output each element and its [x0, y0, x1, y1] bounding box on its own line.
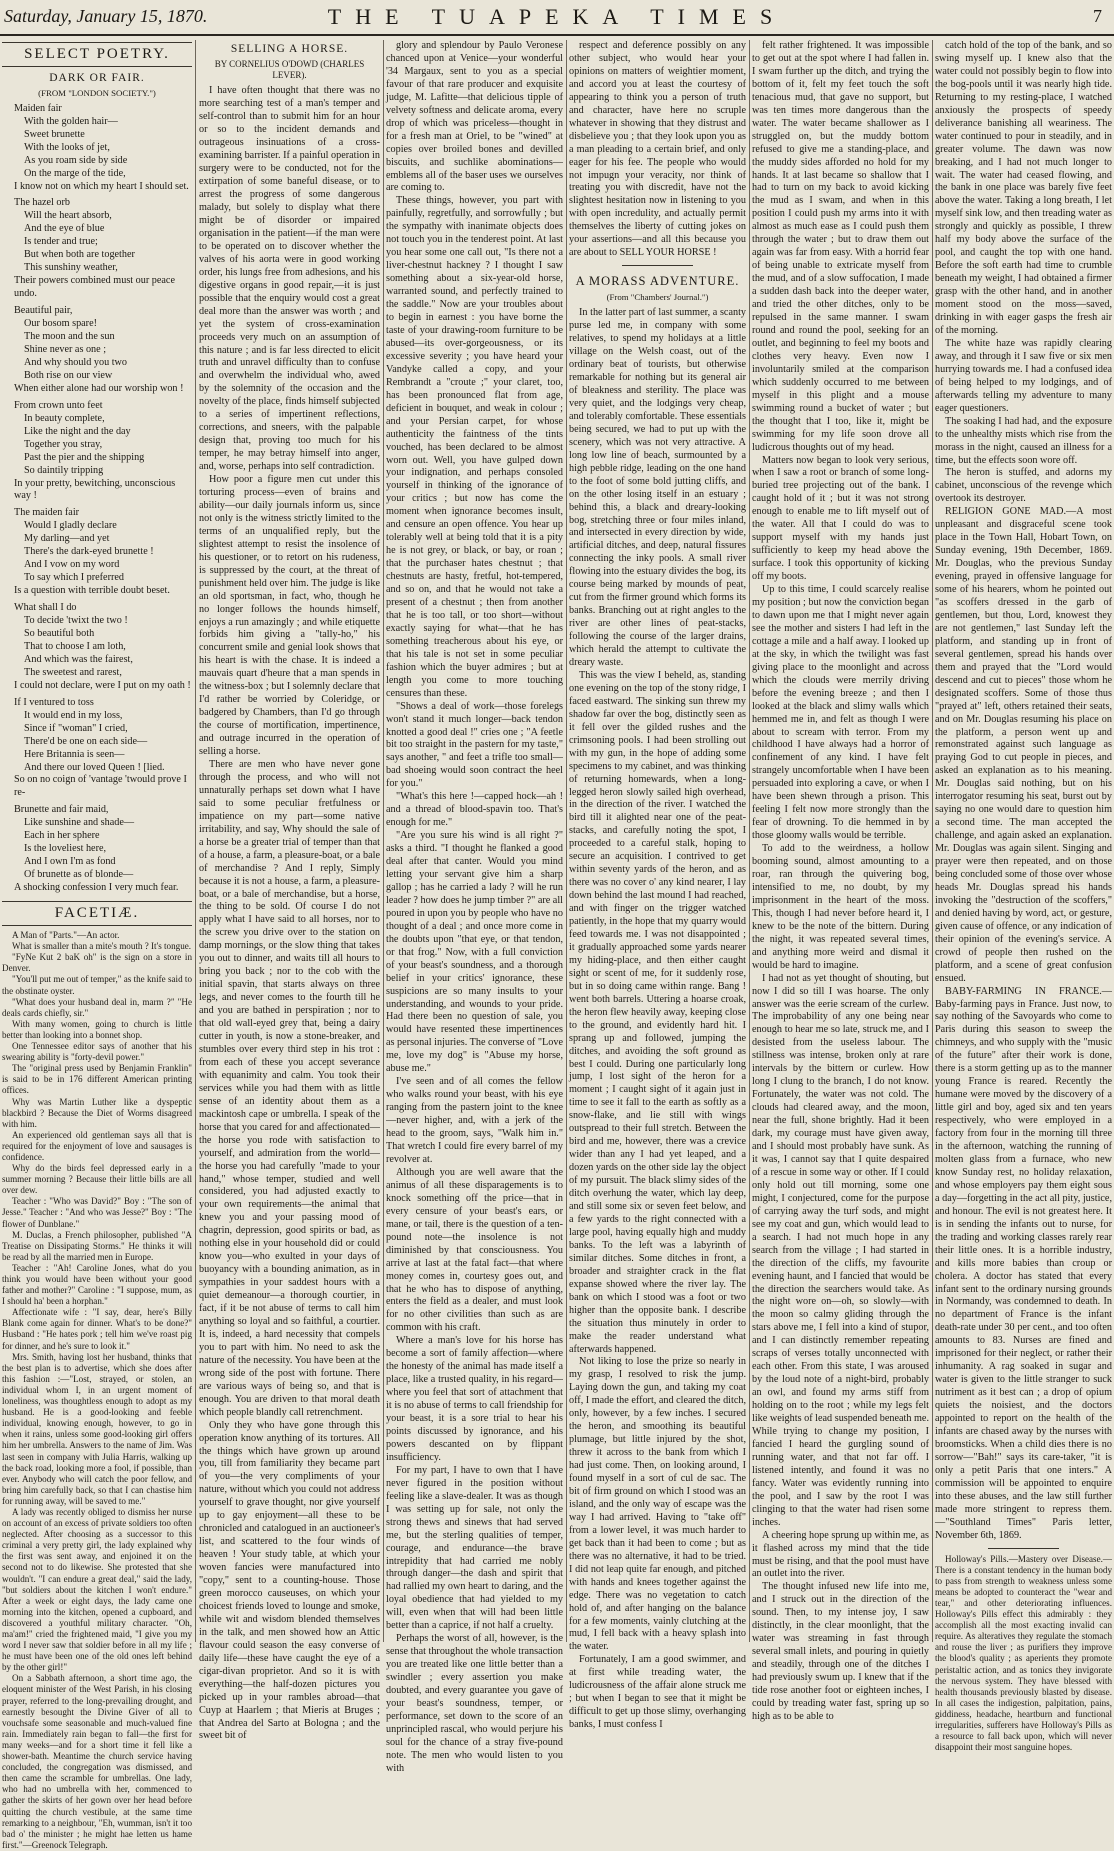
- facetiae-body: [2, 930, 192, 1851]
- news-item: BABY-FARMING IN FRANCE.—Baby-farming pays in France. Just now, to say nothing of the Savoyards who come to Paris during this season to sweep the chimneys, and who supply with the "music of the future" after their work is done, there is a storm getting up as to the manner young France is reared. Recently the humane were moved by the discovery of a little girl and boy, aged six and ten years respectively, who were employed in a factory from four in the morning till three in the afternoon, watching the running of molten glass from a furnace, who new know Sunday rest, no holiday relaxation, and whose employers pay them eight sous a day—forgetting in the act all pity, justice, and honour. The evil is not greatest here. It is in sending the infants out to nurse, for the trading and working classes rarely rear their little ones. It is a horrible industry, and kills more babies than croup or cholera. A doctor has stated that every infant sent to the ordinary nursing grounds in Normandy, was condemned to death. In no department of France is the infant death-rate under 30 per cent., and too often amounts to 83. Nurses are fined and imprisoned for their neglect, or rather their inhumanity. A rag soaked in sugar and water is given to the little stranger to suck nutriment as it best can ; a drop of opium quiets the noisiest, and the doctors appointed to report on the health of the infants are chased away by the nurses with broomsticks. When a child dies there is no sorrow—"Bah!" says its care-taker, "it is only a petit Paris that one inters." A commission will be appointed to enquire into these abuses, and the law still further made more stringent to repress them.—"Southland Times" Paris letter, November 6th, 1869.: [935, 985, 1112, 1541]
- paragraph: I have often thought that there was no more searching test of a man's temper and self-control than to submit him for an hour or so to the incident demands and outrageous insinuations of a cross-examining barrister. If a painful operation in surgery were to be conducted, not for the extirpation of some baneful disease, or to arrest the progress of some dangerous malady, but solely to display what there might be of disorder or impaired organisation in the patient—if the man were to be operated on to discover whether the valves of his aorta were in good working order, his lungs free from adhesions, and his digestive organs in good repair,—it is just possible that the enquiry would cost a great deal more than the answer was worth ; and yet the system of cross-examination proceeds very much on an assumption of this nature ; and is far less directed to elicit truth and unravel difficulty than to confuse and overwhelm the individual who, awed by the solemnity of the occasion and the novelty of the place, finds himself subjected to a series of impertinent reflections, corrections, and sneers, with the palpable design that, proving too much for his temper, he may betray himself into anger, and, worse, perhaps into self contradiction.: [199, 85, 380, 473]
- poem-line: So daintily tripping: [24, 464, 104, 476]
- poem-line: With the golden hair—: [24, 115, 118, 127]
- poem-line: Together you stray,: [24, 438, 103, 450]
- poem-line: Is a question with terrible doubt beset.: [14, 585, 170, 597]
- paragraph: Matters now began to look very serious, when I saw a root or branch of some long-buried tree projecting out of the bank. I caught hold of it ; but it was not strong enough to enable me to lift myself out of the water. All that I could do was to support myself with my hands just sufficiently to keep my head above the surface. I took this opportunity of kicking off my boots.: [752, 454, 929, 583]
- poem-line: That to choose I am loth,: [24, 640, 126, 652]
- section-divider: [622, 265, 693, 266]
- poem-line: With the looks of jet,: [24, 141, 110, 153]
- paragraph: Where a man's love for his horse has become a sort of family affection—where the honesty of the animal has made itself a place, like a trusted quality, in his regard—where you feel that sort of attachment that it is no abuse of terms to call friendship for your beast, it is a sore trial to hear his points discussed by ignorance, and his powers descanted on by flippant insufficiency.: [386, 1335, 563, 1463]
- column-rule: [749, 40, 750, 1642]
- poem-line: A shocking confession I very much fear.: [14, 882, 179, 894]
- poem-line: When either alone had our worship won !: [14, 382, 184, 394]
- poem-line: I know not on which my heart I should set.: [14, 180, 189, 192]
- facetiae-item: "What does your husband deal in, marm ?" "He deals cards chiefly, sir.": [2, 996, 192, 1018]
- poem-line: This sunshiny weather,: [24, 262, 118, 274]
- masthead: [0, 0, 1114, 36]
- poem-line: As you roam side by side: [24, 154, 128, 166]
- section-heading-facetiae: FACETIÆ.: [2, 901, 192, 926]
- news-item: The heron is stuffed, and adorns my cabinet, unconscious of the revenge which overtook its destroyer.: [935, 467, 1112, 505]
- facetiae-item: Affectionate wife : "I say, dear, here's Billy Blank come again for dinner. What's to be done?" Husband : "He hates pork ; tell him we've roast pig for dinner, and he's sure to look it.": [2, 1307, 192, 1351]
- poem-line: And the eye of blue: [24, 223, 105, 235]
- paragraph: felt rather frightened. It was impossible to get out at the spot where I had fallen in. I swam further up the ditch, and trying the bottom of it, felt my feet touch the soft tenacious mud, that gave no support, but was ten times more dangerous than the water. The water became shallower as I struggled on, but the muddy bottom refused to give me a standing-place, and the muddy sides afforded no hold for my hands. It at last became so shallow that I had to turn on my back to avoid kicking the mud as I swam, and when in this position I could push my arms into it with almost as much ease as I could push them through the water ; but to draw them out again was far from easy. With a horrid fear of being unable to extricate myself from the mud, and of a slow suffocation, I made a sudden dash back into the deeper water, and tried the other ditches, only to be repulsed in the same manner. I swam round and round the pool, seeking for an outlet, and beginning to feel my boots and clothes very heavy. Even now I involuntarily smiled at the comparison which suddenly occurred to me between myself in this plight and a mouse swimming round a bucket of water ; but the thought that I too, like it, might be swimming for my life soon drove all ludicrous thoughts out of my head.: [752, 40, 929, 453]
- paragraph: A cheering hope sprung up within me, as it flashed across my mind that the tide must be rising, and that the pool must have an outlet into the river.: [752, 1529, 929, 1580]
- poem-line: But when both are together: [24, 249, 135, 261]
- column-1: [2, 40, 192, 1850]
- paragraph: Fortunately, I am a good swimmer, and at first while treading water, the ludicrousness of the affair alone struck me ; but when I began to see that it might be difficult to get up those slimy, overhanging banks, I must confess I: [569, 1654, 746, 1731]
- poem-line: It would end in my loss,: [24, 709, 123, 721]
- poem-line: The maiden fair: [14, 507, 80, 519]
- column-3: [386, 40, 563, 1774]
- poem-line: Both rise on our view: [24, 369, 113, 381]
- poem-line: Is tender and true;: [24, 236, 98, 248]
- poem-line: Shine never as one ;: [24, 343, 107, 355]
- poem-line: Like sunshine and shade—: [24, 817, 135, 829]
- paragraph: Only they who have gone through this operation know anything of its tortures. All the things which have grown up around you, till from familiarity they became part of you—the very compliments of your nature, without which you could not address yourself to grave thought, nor give yourself up to gay enjoyment—all these to be chronicled and catalogued in an auctioneer's list, and scattered to the four winds of heaven ! Your study table, at which your woven fancies were manufactured into "copy," sent to a counting-house. Those green morocco causeuses, on which your choicest friends loved to lounge and smoke, while wit and wisdom blended themselves in the talk, and men showed how an Attic flavour could season the easy converse of daily life—these have caught the eye of a cigar-divan proprietor. And so it is with everything—the half-dozen pictures you picked up in your rambles abroad—that Cuyp at Haarlem ; that Mieris at Bruges ; that Andrea del Sarto at Bologna ; and the sweet bit of: [199, 1419, 380, 1742]
- poem-source: (FROM "LONDON SOCIETY."): [38, 87, 156, 98]
- facetiae-item: Teacher : "Who was David?" Boy : "The son of Jesse." Teacher : "And who was Jesse?" Boy : "The flower of Dunblane.": [2, 1196, 192, 1229]
- poem-line: Each in her sphere: [24, 830, 100, 842]
- column-5: [752, 40, 929, 1722]
- facetiae-item: "You'll put me out of temper," as the knife said to the obstinate oyster.: [2, 974, 192, 996]
- column-rule: [383, 40, 384, 1642]
- paragraph: "Shows a deal of work—those forelegs won't stand it much longer—back tendon knotted a good deal !" cries one ; "A feetle bit too straight in the pastern for my taste," says another, " and feet a trifle too small—bad shoeing would soon contract the heel for you.": [386, 700, 563, 790]
- article-title-selling-a-horse: SELLING A HORSE.: [230, 43, 349, 55]
- poem-line: The moon and the sun: [24, 331, 115, 343]
- poem-line: In your pretty, bewitching, unconscious way !: [14, 477, 176, 502]
- poem-line: Like the night and the day: [24, 425, 131, 437]
- facetiae-item: With many women, going to church is little better than looking into a bonnet shop.: [2, 1018, 192, 1040]
- facetiae-item: Why do the birds feel depressed early in a summer morning ? Because their little bills are all over dew.: [2, 1163, 192, 1196]
- paragraph: Perhaps the worst of all, however, is the sense that throughout the whole transaction you are treated like one little better than a swindler ; every assertion you make doubted, and every guarantee you gave of your beast's soundness, temper, or performance, set down to the score of an unprincipled rascal, who would perjure his soul for the chance of a stray five-pound note. The men who would listen to you with: [386, 1633, 563, 1774]
- paragraph: "Are you sure his wind is all right ?" asks a third. "I thought he flanked a good deal after that canter. Would you mind letting your servant give him a sharp gallop ; has he carried a lady ? will he run leader ? how does he jump timber ?" are all poured in upon you by people who have no thought of a deal ; and once more come in the doubts upon "that eye, or that tendon, or that frog." Now, with a full conviction of your beast's soundness, and a thorough belief in your critics' ignorance, these suspicions are so many insults to your understanding, and wounds to your pride. Had there been no question of sale, you would have resented these impertinences as personal injuries. The converse of "Love me, love my dog" is "Abuse my horse, abuse me.": [386, 830, 563, 1075]
- facetiae-item: What is smaller than a mite's mouth ? It's tongue.: [12, 941, 192, 952]
- poem-line: Their powers combined must our peace undo.: [14, 275, 175, 300]
- facetiae-item: Mrs. Smith, having lost her husband, thinks that the best plan is to advertise, which she does after this fashion :—"Lost, strayed, or stolen, an individual whom I, in an urgent moment of loneliness, was thoughtless enough to adopt as my husband. He is a good-looking and feeble individual, knowing enough, however, to go in when it rains, unless some good-looking girl offers him her umbrella. Answers to the name of Jim. Was last seen in company with Julia Harris, walking up the back road, looking more a fool, if possible, than ever. Anybody who will catch the poor fellow, and bring him carefully back, so that I can chastise him for running away, will be saved to me.": [2, 1351, 192, 1506]
- poem-body: [2, 103, 192, 895]
- paragraph: glory and splendour by Paulo Veronese chanced upon at Venice—your wonderful '34 Margaux, sent to you as a special favour of that rare producer and exquisite judge, M. Lafitte—that delicious tipple of velvety softness and delicate aroma, every drop of which was priceless—thought in for a fresh man at Oriel, to be "wined" at copies over broiled bones and devilled biscuits, and suchlike abominations—emblems all of the baser uses we ourselves are coming to.: [386, 40, 563, 194]
- poem-line: The hazel orb: [14, 197, 71, 209]
- poem-line: Sweet brunette: [24, 128, 85, 140]
- masthead-date: Saturday, January 15, 1870.: [4, 6, 208, 26]
- facetiae-item: One Tennessee editor says of another that his swearing ability is "forty-devil power.": [2, 1041, 192, 1063]
- column-rule: [566, 40, 567, 1642]
- news-items: [935, 40, 1112, 1543]
- poem-line: To say which I preferred: [24, 572, 124, 584]
- morass-adventure-body: [569, 307, 746, 1732]
- facetiae-item: An experienced old gentleman says all that is required for the enjoyment of love and sausages is confidence.: [2, 1129, 192, 1162]
- article-body: [199, 85, 380, 1743]
- poem-line: And I vow on my word: [24, 559, 120, 571]
- poem-line: Of brunette as of blonde—: [24, 869, 134, 881]
- news-item: The soaking I had had, and the exposure to the unhealthy mists which rise from the morass in the night, caused an illness for a time, but the effects soon wore off.: [935, 415, 1112, 466]
- column-6: [935, 40, 1112, 1753]
- facetiae-item: Teacher : "Ah! Caroline Jones, what do you think you would have been without your good father and mother?" Caroline : "I suppose, mum, as I should ha' been a horphan.": [2, 1262, 192, 1307]
- paragraph: "What's this here !—capped hock—ah ! and a thread of blood-spavin too. That's enough for me.": [386, 791, 563, 829]
- paragraph: To add to the weirdness, a hollow booming sound, almost amounting to a roar, ran through the quivering bog, intensified to me, no doubt, by my imprisonment in the heart of the moss. This, though I had never before heard it, I knew to be the note of the bittern. During the night, it was repeated several times, and anything more weird and dismal it would be hard to imagine.: [752, 843, 929, 971]
- facetiae-item: "FyNe Kut 2 baK oh" is the sign on a store in Denver.: [2, 952, 192, 974]
- poem-line: Maiden fair: [14, 102, 62, 114]
- poem-line: So on no coign of 'vantage 'twould prove I re-: [14, 774, 187, 799]
- poem-line: Since if "woman" I cried,: [24, 722, 128, 734]
- facetiae-item: On a Sabbath afternoon, a short time ago, the eloquent minister of the West Parish, in his closing prayer, referred to the long-prevailing drought, and earnestly besought the Divine Giver of all to vouchsafe some seasonable and much-valued fine rain. Immediately rain began to fall—the first for many weeks—and for a short time it fell like a shower-bath. Meantime the church service having concluded, the congregation was dismissed, and then came the scramble for umbrellas. One lady, who had no umbrella with her, commenced to gather the skirts of her gown over her head before quitting the church vestibule, at the same time remarking to a neighbour, "Eh, wumman, isn't it too bad o' the minister ; he might hae letten us hame first."—Greenock Telegraph.: [2, 1673, 192, 1850]
- paragraph: Up to this time, I could scarcely realise my position ; but now the conviction began to dawn upon me that I might never again see the mother and sisters I had left in the cottage a mile and a half away. I looked up at the sky, in which the twilight was fast giving place to the moonlight and across which the clouds were merrily driving before the evening breeze ; and then I looked at the black and slimy walls which hemmed me in, and felt as though I were about to scream with terror. From my childhood I have always had a horror of confinement of any kind. I have felt strangely uncomfortable when I have been persuaded into exploring a cave, or when I have been shewn through a prison. This feeling I felt now more strongly than the fear of drowning. To die hemmed in by those gloomy walls would be terrible.: [752, 584, 929, 842]
- poem-line: And there our loved Queen ! [lied.: [24, 761, 165, 773]
- paragraph: How poor a figure men cut under this torturing process—even of brains and ability—our daily journals inform us, since not only is the witness strictly limited to the terms of an unqualified reply, but the slightest attempt to resist the insolence of his questioner, or to retort on his rudeness, is suppressed by the court, at the threat of punishment held over him. The judge is like an old sportsman, in fact, who, though he no longer follows the hounds himself, enjoys a run amazingly ; and while etiquette forbids him giving a "tally-ho," his concurrent smile and genial look shows that his heart is with the chase. It is indeed a mauvais quart d'heure that a man spends in the witness-box ; but I solemnly declare that I'd rather be worried by Coleridge, or badgered by Chambers, than I'd go through the course of mortification, impertinence, and outrage incurred in the operation of selling a horse.: [199, 474, 380, 758]
- poem-line: There's the dark-eyed brunette !: [24, 546, 154, 558]
- poem-line: And which was the fairest,: [24, 653, 133, 665]
- poem-line: My darling—and yet: [24, 533, 110, 545]
- poem-line: Past the pier and the shipping: [24, 451, 145, 463]
- poem-line: And I own I'm as fond: [24, 856, 116, 868]
- column-rule: [932, 40, 933, 1642]
- morass-adventure-continued: [752, 40, 929, 1724]
- paragraph: There are men who have never gone through the process, and who will not unnaturally perhaps set down what I have said to some peculiar fretfulness or impatience on my part—some native irritability, and say, Why should the sale of a horse be a greater trial of temper than that of a house, a farm, a pleasure-boat, or a bale of merchandise ? And I reply, Simply because it is not a house, a farm, a pleasure-boat, or a bale of merchandise, but a horse, the thing to be sold. Of course I do not apply what I have said to all horses, nor to the screw you drive over to the station on damp mornings, or the slow thing that takes you out to dinner, and waits till all hours to bring you back ; nor to the cob with the initial spavin, that starts always on three legs, and never comes to the fourth till he and you are bathed in perspiration ; nor to that old wall-eyed grey that, being a dairy cutter in youth, is now a stone-breaker, and stumbles over every third step in his trot : from each of these you accept severance with equanimity and calm. You took their services while you had them with as little sense of an identity about them as a mackintosh cape or umbrella. I speak of the horse that you cared for and affectionated—the horse you rode with satisfaction to yourself, and admiration from the world—the horse you had carefully "made to your hand," whose temper, studied and well considered, you had adjusted exactly to your own requirements—the animal that knew you and your passing mood of chagrin, depression, good spirits or bad, as nothing else in your household did or could know you—who exulted in your days of buoyancy with a bounding animation, as in sympathies in your saddest hours with a quiet demeanour—a thorough courtier, in fact, if it be not abuse of terms to call him anything so loyal and so faithful, a courtier. It is, indeed, a hard necessity that compels you to part with him. No need to ask the nature of the necessity. You have been at the wrong side of the post with fortune. There are various ways of being so, and that is enough. You are driven to that moral death which people blandly call retrenchment.: [199, 759, 380, 1418]
- facetiae-item: M. Duclas, a French philosopher, published "A Treatise on Dissipating Storms." He thinks it will be read by all the married men in Europe.: [2, 1229, 192, 1262]
- poem-line: On the marge of the tide,: [24, 167, 126, 179]
- page-number: 7: [1093, 6, 1102, 26]
- poem-line: I could not declare, were I put on my oath !: [14, 679, 191, 691]
- poem-line: In beauty complete,: [24, 412, 105, 424]
- poem-line: And why should you two: [24, 356, 128, 368]
- section-divider: [988, 1548, 1059, 1549]
- news-item: The white haze was rapidly clearing away, and through it I saw five or six men hurrying towards me. I had a confused idea of being helped to my lodgings, and of afterwards telling my adventure to many eager questioners.: [935, 337, 1112, 414]
- poem-line: There'd be one on each side—: [24, 735, 148, 747]
- poem-line: From crown unto feet: [14, 399, 103, 411]
- section-heading-poetry: SELECT POETRY.: [2, 42, 192, 67]
- poem-line: Our bosom spare!: [24, 318, 97, 330]
- poem-line: If I ventured to toss: [14, 696, 94, 708]
- paragraph: The thought infused new life into me, and I struck out in the direction of the sound. Then, to my intense joy, I saw distinctly, in the clear moonlight, that the water was streaming in fast through several small inlets, and pouring in quietly and steadily, through one of the ditches I had previously swum up. I knew that if the tide rose another foot or eighteen inches, I could by treading water fast, spring up so high as to be able to: [752, 1581, 929, 1722]
- column-4: [569, 40, 746, 1731]
- poem-line: Here Britannia is seen—: [24, 748, 125, 760]
- poem-line: The sweetest and rarest,: [24, 666, 122, 678]
- article-byline: BY CORNELIUS O'DOWD (CHARLES LEVER).: [214, 58, 365, 81]
- poem-line: So beautiful both: [24, 627, 95, 639]
- paragraph: These things, however, you part with painfully, regretfully, and sorrowfully ; but the sympathy with inanimate objects does not touch you in the tenderest point. At last you hear some one call out, "Is there not a liver-chestnut hackney ? I thought I saw something about a six-year-old horse, warranted sound, and perfectly trained to the saddle." Now are your troubles about to begin in earnest : you have borne the taste of your drawing-room furniture to be abused—its over-gorgeousness, or its excessive severity ; you have heard your Vandyke called a copy, and your Rembrandt a "croute ;" your claret, too, has been pronounced flat from age, deficient in bouquet, and weak in colour ; and your Persian carpet, for whose authenticity the faintness of the tints vouched, has been declared to be almost worn out. Well, you have gulped down your indignation, and perhaps consoled yourself in thinking of the ignorance of your critics ; but now has come the moment when ignorance becomes insult, and censure an open offence. You hear up tolerably well at being told that it is a pity he is not grey, or black, or bay, or roan ; that the purchaser hates chestnut ; that chestnuts are hasty, fretful, hot-tempered, and so on, and that he would not take a present of a chestnut ; then from another that he is too tall, or too short—without exactly saying for what—that he has something treacherous about his eye, or that his tale is not set in some peculiar fashion which the buyer admires ; but at length you come to more touching censures than these.: [386, 195, 563, 699]
- paragraph: Although you are well aware that the animus of all these disparagements is to knock something off the price—that in every censure of your beast's ears, or mane, or tail, there is the question of a ten-pound note—the insolence is not diminished by that consciousness. You arrive at last at the fatal fact—that where money comes in, courtesy goes out, and that he who has to dispose of anything, enters the field as a dealer, and must look for no other civilities than such as are common with his craft.: [386, 1166, 563, 1334]
- paragraph: For my part, I have to own that I have never figured in the position without feeling like a slave-dealer. It was as though I was setting up for sale, not only the strong thews and sinews that had served me, but the sterling qualities of temper, courage, and endurance—the brave intrepidity that had carried me nobly through danger—the dash and spirit that had rallied my own heart to daring, and the loyal obedience that had yielded to my will, even when that will had been little better than a caprice, if not half a cruelty.: [386, 1464, 563, 1632]
- masthead-title: THE TUAPEKA TIMES: [327, 4, 787, 29]
- paragraph: This was the view I beheld, as, standing one evening on the top of the stony ridge, I faced eastward. The sinking sun threw my shadow far over the bog, distinctly seen as it fell over the gilded rushes and the crimsoning pools. I had been strolling out with my gun, in the hope of adding some specimens to my cabinet, and was thinking of returning homewards, when a long-legged heron slowly sailed high overhead, in the direction of the river. I watched the bird till it alighted near one of the peat-stacks, and carefully noting the spot, I proceeded to a careful stalk, hoping to secure an acquisition. I contrived to get within seventy yards of the heron, and as there was no cover o' any kind nearer, I lay down behind the last mound I had reached, and with finger on the trigger watched patiently, in the hope that my quarry would feed towards me. I was not disappointed ; it gradually approached some yards nearer my hiding-place, and then either caught sight or scent of me, for it suddenly rose, but in so doing came within range. Bang ! went both barrels. Uttering a hoarse croak, the heron flew heavily away, keeping close to the ground, and evidently hard hit. I sprang up and followed, jumping the ditches, and avoiding the soft ground as best I could. During one particularly long jump, I lost sight of the heron for a moment ; I caught sight of it again just in time to see it fall to the earth as softly as a snow-flake, and lie still with wings outspread to their full stretch. Between the bird and me, however, there was a crevice wider than any I had yet leaped, and a dozen yards on the other side lay the object of my pursuit. The black slimy sides of the ditch overhung the water, which lay deep, and still some six or seven feet below, and a few yards to the right connected with a large pool, having equally high and muddy banks. To the left was a labyrinth of similar ditches. Some ditches in front, a broader and straighter crack in the flat expanse showed where the river lay. The bank on which I stood was a foot or two higher than the opposite bank. I describe the situation thus minutely in order to make the reader understand what afterwards happened.: [569, 669, 746, 1355]
- facetiae-item: Why was Martin Luther like a dyspeptic blackbird ? Because the Diet of Worms disagreed with him.: [2, 1096, 192, 1129]
- poem-line: Brunette and fair maid,: [14, 804, 109, 816]
- paragraph: I've seen and of all comes the fellow who walks round your beast, with his eye ranging from the pastern joint to the knee—never higher, and, with a jerk of the head to the groom, says, "Walk him in." That wretch I could fire every barrel of my revolver at.: [386, 1076, 563, 1165]
- poem-line: Beautiful pair,: [14, 305, 73, 317]
- poem-line: Is the loveliest here,: [24, 843, 107, 855]
- poem-line: Will the heart absorb,: [24, 210, 112, 222]
- facetiae-item: A lady was recently obliged to dismiss her nurse on account of an excess of private soldiers too often neglected. After choosing as a successor to this criminal a very pretty girl, the lady explained why the first was sent away, and enjoined it on the second not to do likewise. She protested that she wouldn't. "I can endure a great deal," said the lady, "but soldiers about the kitchen I won't endure." After a week or eight days, the lady came one morning into the kitchen, opened a cupboard, and discovered a youthful military character. "Oh, ma'am!" cried the frightened maid, "I give you my word I never saw that soldier before in all my life ; he must have been one of the old ones left behind by the other girl!": [2, 1506, 192, 1673]
- column-2: [199, 40, 380, 1742]
- poem-line: What shall I do: [14, 602, 77, 614]
- paragraph: Not liking to lose the prize so nearly in my grasp, I resolved to risk the jump. Laying down the gun, and taking my coat off, I made the effort, and cleared the ditch, only, however, by a few inches. I secured the heron, and smoothing its beautiful plumage, but little injured by the shot, threw it across to the bank from which I had just come. Then, on looking around, I found myself in a sort of cul de sac. The bit of firm ground on which I stood was an island, and the only way of escape was the way I had arrived. Having to "take off" from a lower level, it was much harder to get back than it had been to come ; but as there was no alternative, it had to be tried. I did not leap quite far enough, and pitched with hands and knees together against the edge. There was no vegetation to catch hold of, and after hanging on the balance for a few moments, vainly clutching at the mud, I fell back with a heavy splash into the water.: [569, 1356, 746, 1653]
- article-body-ending: [569, 40, 746, 260]
- poem-line: Would I gladly declare: [24, 520, 117, 532]
- paragraph: I had not as yet thought of shouting, but now I did so till I was hoarse. The only answer was the eerie scream of the curlew. The improbability of any one being near enough to hear me so late, struck me, and I desisted from the useless labour. The stillness was intense, broken only at rare intervals by the bittern or curlew. How long I clung to the branch, I do not know. Fortunately, the water was not cold. The clouds had cleared away, and the moon, near the full, shone brightly. Had it been dark, my courage must have given away, and I should most probably have sunk. As it was, I cannot say that I quite despaired of a rescue in some way or other. If I could only hold out till morning, some one might, I conjectured, come for the purpose of carrying away the turf sods, and might see my coat and gun, which would lead to a search. I had not much hope in any search from the village ; I had started in the direction of the cliffs, my favourite evening haunt, and I fancied that would be the direction the searchers would take. As the night wore on—oh, so slowly—with the moon so calmy gliding through the stars above me, I fell into a kind of stupor, and I can distinctly remember repeating scraps of verses totally unconnected with each other. From this state, I was aroused by the loud note of a night-bird, probably an owl, and found my arms stiff from holding on to the root ; while my legs felt like weights of lead suspended beneath me. While trying to change my position, I fancied I heard the gurgling sound of running water, and that not far off. I listened intently, and found it was no fancy. Water was evidently running into the pool, and I saw by the root I was clinging to that the water had risen some inches.: [752, 972, 929, 1528]
- advertisement-text: Holloway's Pills.—Mastery over Disease.—There is a constant tendency in the human body to pass from strength to weakness unless some means be adopted to counteract the "wear and tear," and other deteriorating influences. Holloway's Pills effect this admirably : they accomplish all the most exacting invalid can require. As alteratives they regulate the stomach and rouse the liver ; as purifiers they improve the blood's quality ; as aperients they promote peristaltic action, and as tonics they invigorate the nervous system. They have blessed with health thousands previously blasted by disease. In all cases the indigestion, palpitation, pains, giddiness, headache, heartburn and functional irregularities, sufferers have Holloway's Pills as a resource to fall back upon, which will never disappoint their most sanguine hopes.: [935, 1553, 1112, 1753]
- news-item: RELIGION GONE MAD.—A most unpleasant and disgraceful scene took place in the Town Hall, Hobart Town, on Sunday evening, 19th December, 1869. Mr. Douglas, who the previous Sunday evening, prayed in offensive language for some of his hearers, whom he pointed out "as scoffers dressed in the garb of gentlemen, but thou, Lord, knowest they are not gentlemen," last Sunday left the platform, and standing up in front of several gentlemen, spread his hands over them and prayed that the "Lord would descend and cut to pieces" those whom he designated scoffers. Some of those thus "prayed at" left, others retained their seats, and on Mr. Douglas resuming his place on the platform, a person went up and remonstrated against such language as praying God to cut people in pieces, and asked an explanation as to his meaning. Mr. Douglas said nothing, but on his interrogator resuming his seat, burst out by saying no one would dare to question him a second time. The man accepted the challenge, and again asked an explanation. Mr. Douglas was again silent. Singing and prayer were then repeated, and on those being concluded some of those over whose heads Mr. Douglas spread his hands invoking the "destruction of the scoffers," and denied having by word, act, or gesture, given cause of offence, or any indication of their opinion of the evening's service. A crowd of people then rushed on the platform, and a scene of great confusion ensued.: [935, 506, 1112, 984]
- article-title-morass-adventure: A MORASS ADVENTURE.: [575, 274, 740, 289]
- paragraph: In the latter part of last summer, a scanty purse led me, in company with some relatives, to spend my holidays at a little village on the Welsh coast, out of the ordinary beat of tourists, but otherwise remarkable for nothing but its general air of bleakness and sterility. The place was very quiet, and the lodgings very cheap, and tolerably comfortable. These essentials being secured, we had to put up with the scenery, which was not very attractive. A long low line of beach, surmounted by a high pebble ridge, leading on the one hand to the foot of some bold jutting cliffs, and on the other losing itself in an estuary ; behind this, a black and dreary-looking bog, stretching three or four miles inland, and intersected in every direction by wide, artificial ditches, and deep, natural fissures connecting the inky pools. A small river flowing into the estuary divides the bog, its course being marked by mounds of peat, cut from the firmer ground which forms its banks. Branching out at right angles to the river are other lines of peat-stacks, following the course of the larger drains, which herald the attempt to cultivate the dreary waste.: [569, 307, 746, 668]
- column-rule: [195, 40, 196, 1642]
- article-source: (From "Chambers' Journal."): [606, 292, 709, 303]
- poem-title: DARK OR FAIR.: [49, 72, 145, 85]
- article-body-continued: [386, 40, 563, 1776]
- advertisement-holloway: [935, 1554, 1112, 1754]
- paragraph: respect and deference possibly on any other subject, who would hear your opinions on matters of weightier moment, and accord you at least the courtesy of appearing to think you a person of truth and character, have here no scruple whatever in showing that they distrust and disbelieve you ; that they look upon you as a man pleading to a certain brief, and only eager for his fee. The people who would not impugn your veracity, nor think of treating you with discredit, have not the slightest hesitation now in listening to you with open incredulity, and actually permit themselves the liberty of cutting jokes on your assertions—and all this because you are about to SELL YOUR HORSE !: [569, 40, 746, 259]
- facetiae-item: The "original press used by Benjamin Franklin" is said to be in 176 different American printing offices.: [2, 1063, 192, 1096]
- news-item: catch hold of the top of the bank, and so swing myself up. I knew also that the water could not possibly begin to flow into the bog-pools until it was nearly high tide. Returning to my resting-place, I watched anxiously the prospects of speedy deliverance banishing all weariness. The water continued to pour in steadily, and in greater volume. The dawn was now breaking, and I had not much longer to wait. The water had ceased flowing, and the bank in one place was barely five feet above the water. Taking a long breath, I let myself sink low, and then treading water as strongly and quickly as possible, I threw half my body above the surface of the pool, and caught the top with one hand. Before the soft earth had time to crumble beneath my weight, I had obtained a firmer grasp with the other hand, and in another moment stood on the moss—saved, drinking in with eager gasps the fresh air of the morning.: [935, 40, 1112, 336]
- poem-line: To decide 'twixt the two !: [24, 615, 128, 627]
- facetiae-item: A Man of "Parts."—An actor.: [12, 930, 120, 941]
